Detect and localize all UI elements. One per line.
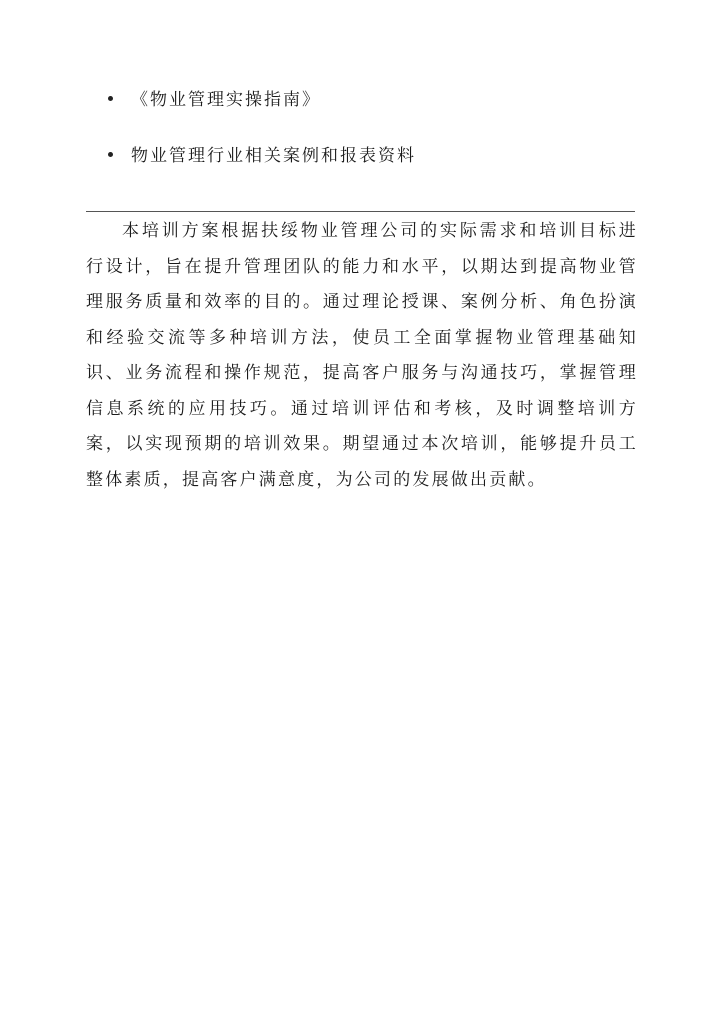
reference-item — [108, 140, 416, 196]
reference-list — [108, 84, 416, 196]
bullet-icon — [108, 152, 113, 157]
reference-item-text: 物业管理行业相关案例和报表资料 — [131, 146, 416, 166]
section-divider — [86, 211, 635, 212]
bullet-icon — [108, 96, 113, 101]
reference-item-text: 《物业管理实操指南》 — [131, 90, 321, 110]
conclusion-paragraph: 本培训方案根据扶绥物业管理公司的实际需求和培训目标进行设计，旨在提升管理团队的能力和水平，以期达到提高物业管理服务质量和效率的目的。通过理论授课、案例分析、角色扮演和经验交流等多种培训方法，使员工全面掌握物业管理基础知识、业务流程和操作规范，提高客户服务与沟通技巧，掌握管理信息系统的应用技巧。通过培训评估和考核，及时调整培训方案，以实现预期的培训效果。期望通过本次培训，能够提升员工整体素质，提高客户满意度，为公司的发展做出贡献。 — [86, 221, 638, 490]
reference-item — [108, 84, 416, 140]
